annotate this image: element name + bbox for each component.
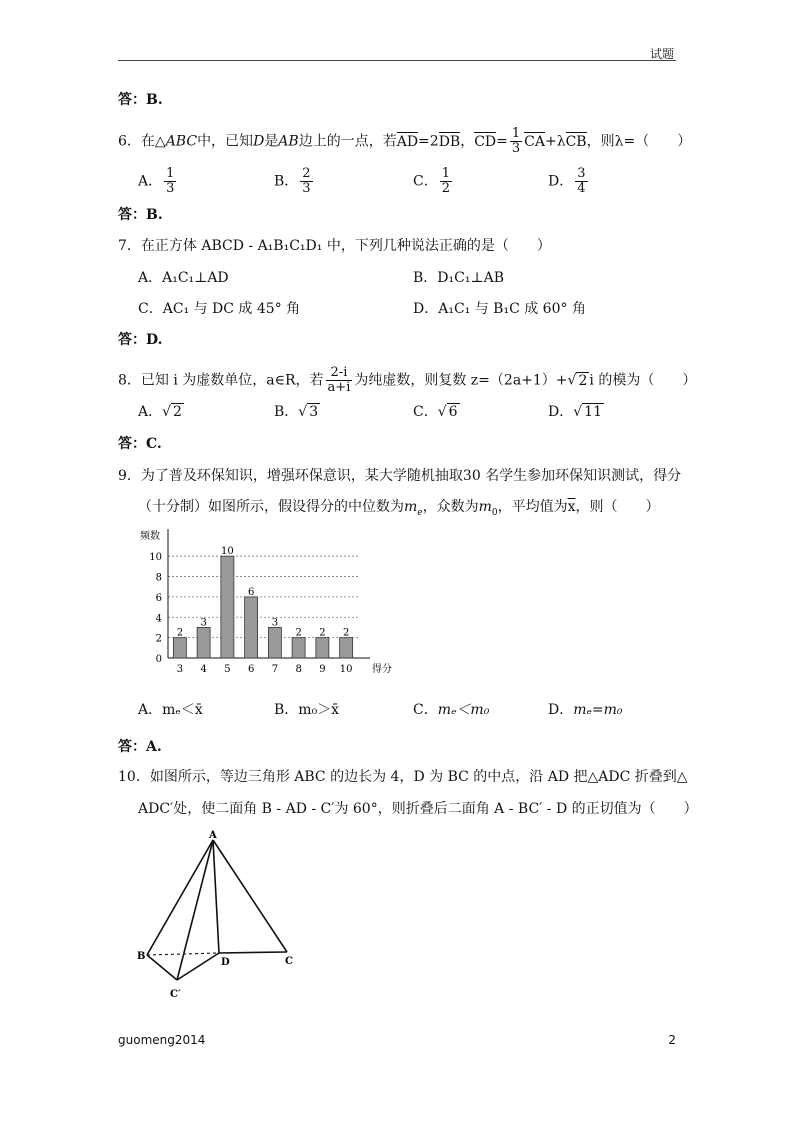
q6-comma: ，: [460, 133, 475, 150]
q6-option-d: [548, 167, 590, 196]
q6-stem-b: ABC: [165, 133, 198, 150]
q6-option-c: [413, 167, 454, 196]
q9-option-a: [138, 700, 203, 720]
q6-option-a-den: 3: [166, 181, 175, 196]
question-6-stem: [118, 127, 691, 156]
x-tick-label: 3: [176, 664, 184, 675]
q6-option-c-letter: C．: [413, 173, 438, 190]
y-tick-label: 8: [155, 572, 162, 584]
vector-db: DB: [438, 133, 461, 150]
q6-frac-den: 3: [511, 141, 521, 156]
edge-ac: [213, 840, 287, 952]
q8-frac-den: a+i: [327, 380, 351, 395]
question-7-stem: 7．在正方体 ABCD - A₁B₁C₁D₁ 中，下列几种说法正确的是（ ）: [118, 238, 551, 254]
q6-option-d-num: 3: [577, 166, 586, 181]
q8-option-d: D．√ 11: [548, 404, 602, 420]
header-divider: [118, 60, 676, 61]
footer-author: guomeng2014: [118, 1033, 206, 1047]
q6-stem-c: 中，已知: [197, 133, 254, 150]
label-b: B: [137, 951, 146, 962]
q6-stem-f: AB: [278, 133, 299, 150]
q9-option-c-letter: C．: [413, 702, 438, 718]
answer-9: 答：A.: [118, 739, 162, 755]
edge-dc: [219, 952, 287, 953]
q8-option-d-letter: D．: [548, 404, 574, 420]
q7-option-d: D．A₁C₁ 与 B₁C 成 60° 角: [413, 301, 586, 317]
vector-ad: AD: [396, 133, 419, 150]
q8-option-b-rad: 3: [309, 404, 319, 420]
x-tick-label: 5: [224, 664, 231, 675]
label-a: A: [209, 830, 217, 841]
x-axis-title: 得分: [372, 664, 392, 675]
bar: [340, 638, 353, 658]
bar-value-label: 3: [200, 617, 207, 629]
answer-6: 答：B.: [118, 207, 163, 223]
q7-option-b: B．D₁C₁⊥AB: [413, 270, 505, 286]
q8-stem-b: 为纯虚数，则复数 z=（2a+1）+: [354, 372, 568, 389]
bar-value-label: 10: [221, 546, 234, 558]
y-tick-label: 2: [155, 633, 162, 645]
bar-value-label: 2: [319, 627, 326, 639]
q6-option-c-den: 2: [441, 181, 450, 196]
sqrt-symbol: √: [567, 372, 577, 389]
bar: [316, 638, 329, 658]
q9-line2a: （十分制）如图所示，假设得分的中位数为: [138, 499, 404, 515]
q8-stem-a: 8．已知 i 为虚数单位，a∈R，若: [118, 372, 324, 389]
q9-line2b: ，众数为: [422, 499, 479, 515]
bar-value-label: 2: [295, 627, 302, 639]
q9-option-b-letter: B．: [274, 702, 299, 718]
bar-value-label: 6: [247, 586, 255, 598]
q7-option-c: C．AC₁ 与 DC 成 45° 角: [138, 301, 301, 317]
bar-value-label: 3: [271, 617, 279, 629]
q6-plus: +λ: [544, 133, 566, 150]
question-9-line2: [138, 497, 660, 523]
footer-page-number: 2: [668, 1033, 676, 1047]
q9-option-d-letter: D．: [548, 702, 574, 718]
q6-option-b-num: 2: [302, 166, 311, 181]
q8-frac-num: 2-i: [326, 366, 353, 381]
q6-stem-a: 6．在△: [118, 133, 166, 150]
y-axis-title: 频数: [140, 531, 160, 542]
q8-option-c-letter: C．: [413, 404, 438, 420]
q9-mode-symbol: m: [478, 499, 492, 515]
bar-value-label: 2: [342, 627, 350, 639]
answer-5: 答：B.: [118, 92, 163, 108]
q9-line2c: ，平均值为: [497, 499, 568, 515]
q6-stem-g: 边上的一点，若: [298, 133, 397, 150]
header-title: 试题: [649, 47, 674, 61]
q9-option-a-letter: A．: [138, 702, 163, 718]
edge-bcp: [147, 955, 177, 980]
question-8-stem: [118, 366, 696, 395]
x-tick-label: 6: [247, 664, 255, 675]
q9-line2d: ，则（ ）: [575, 499, 660, 515]
q6-option-a-letter: A．: [138, 173, 163, 190]
label-c: C: [285, 956, 293, 967]
q6-option-b: [274, 167, 315, 196]
q6-option-a-num: 1: [166, 166, 175, 181]
label-c-prime: C′: [170, 989, 181, 1000]
q8-stem-c: i 的模为（ ）: [589, 372, 697, 389]
q6-option-a: [138, 167, 178, 196]
q8-fraction: [326, 366, 353, 395]
q9-mean-symbol: $\overline{x}$: [567, 499, 576, 515]
q8-option-a-letter: A．: [138, 404, 163, 420]
x-tick-label: 9: [319, 664, 326, 675]
q9-option-b-text: m₀＞x̄: [298, 702, 340, 718]
answer-7: 答：D.: [118, 332, 163, 348]
q9-option-b: [274, 700, 339, 720]
q6-option-c-num: 1: [441, 166, 450, 181]
q6-option-d-letter: D．: [548, 173, 574, 190]
folded-triangle-figure: [135, 830, 305, 1005]
edge-ad: [213, 840, 219, 953]
q9-option-d-text: mₑ=m₀: [573, 702, 623, 718]
x-tick-label: 10: [339, 664, 353, 675]
q9-option-d: [548, 700, 623, 720]
y-tick-label: 6: [155, 592, 162, 604]
vector-cb: CB: [565, 133, 587, 150]
q8-option-d-rad: 11: [584, 404, 602, 420]
q8-option-a: A．√ 2: [138, 404, 182, 420]
bar: [173, 638, 186, 658]
q6-eq1: =2: [418, 133, 439, 150]
answer-8: 答：C.: [118, 436, 162, 452]
q6-option-b-letter: B．: [274, 173, 299, 190]
bar: [197, 627, 210, 658]
x-tick-label: 4: [200, 664, 207, 675]
bar: [292, 638, 305, 658]
q8-option-b: B．√ 3: [274, 404, 319, 420]
q6-option-d-den: 4: [577, 181, 586, 196]
q8-sqrt2: 2: [578, 372, 588, 389]
vector-cd: CD: [474, 133, 497, 150]
q6-frac-num: 1: [511, 126, 521, 141]
bar: [268, 627, 281, 658]
q9-option-c: [413, 700, 489, 720]
bar: [245, 597, 258, 658]
score-frequency-chart: [138, 525, 418, 680]
y-tick-label: 0: [155, 654, 162, 665]
q9-mode-sub: 0: [491, 507, 498, 518]
bar-value-label: 2: [176, 627, 184, 639]
bar: [221, 556, 234, 658]
label-d: D: [221, 957, 230, 968]
q9-median-symbol: m: [404, 499, 418, 515]
x-tick-label: 7: [271, 664, 279, 675]
q8-option-c-rad: 6: [448, 404, 458, 420]
q9-option-c-text: mₑ＜m₀: [437, 702, 490, 718]
q9-option-a-text: mₑ＜x̄: [162, 702, 203, 718]
vector-ca: CA: [524, 133, 545, 150]
q8-option-b-letter: B．: [274, 404, 299, 420]
y-tick-label: 10: [149, 552, 162, 564]
q6-stem-d: D: [253, 133, 265, 150]
x-tick-label: 8: [295, 664, 302, 675]
q8-option-c: C．√ 6: [413, 404, 458, 420]
q8-option-a-rad: 2: [173, 404, 182, 420]
question-10-line2: ADC′处，使二面角 B - AD - C′为 60°，则折叠后二面角 A - BC′ - D 的正切值为（ ）: [138, 801, 698, 817]
q6-eq2: =: [496, 133, 508, 150]
q7-option-a: A．A₁C₁⊥AD: [138, 270, 229, 286]
q9-median-sub: e: [417, 507, 423, 518]
q6-tail: ，则λ=（ ）: [586, 133, 692, 150]
q6-fraction: [510, 127, 522, 156]
question-9-line1: 9．为了普及环保知识，增强环保意识，某大学随机抽取30 名学生参加环保知识测试，得分: [118, 468, 682, 484]
q6-option-b-den: 3: [302, 181, 311, 196]
question-10-line1: 10．如图所示，等边三角形 ABC 的边长为 4，D 为 BC 的中点，沿 AD 把△ADC 折叠到△: [118, 769, 688, 785]
edge-acp: [177, 840, 213, 980]
y-tick-label: 4: [155, 613, 162, 625]
edge-ab: [147, 840, 213, 955]
q6-stem-e: 是: [264, 133, 279, 150]
